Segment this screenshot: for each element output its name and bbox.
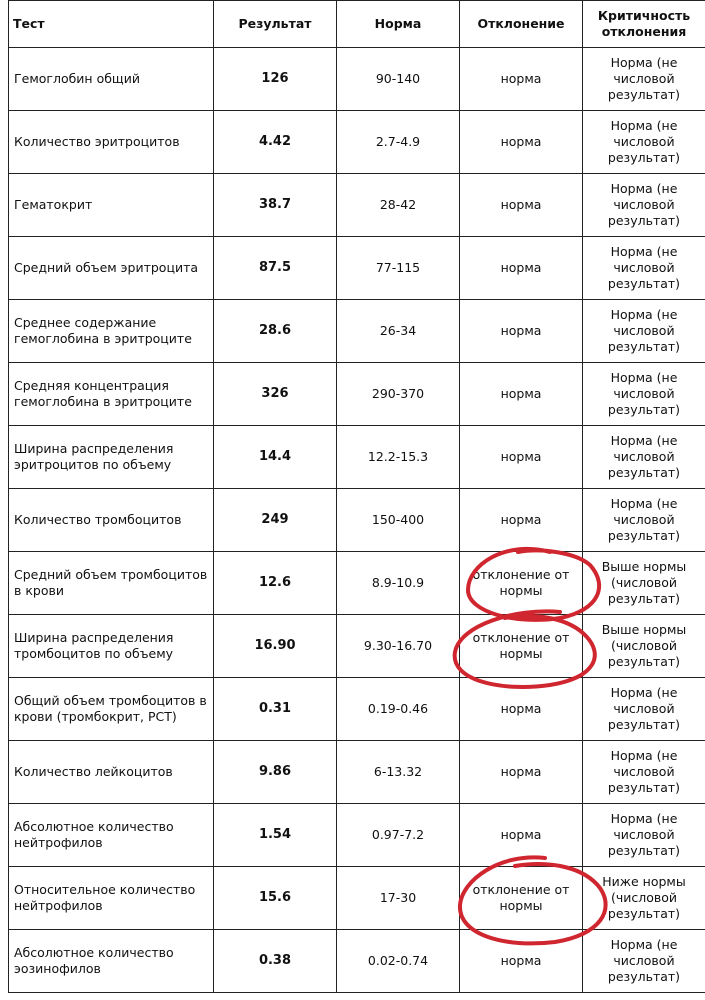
cell-norm: 90-140 bbox=[337, 48, 460, 111]
cell-result: 0.38 bbox=[214, 930, 337, 993]
table-row bbox=[9, 615, 705, 678]
cell-deviation: отклонение от нормы bbox=[460, 867, 583, 930]
header-row bbox=[9, 1, 705, 48]
cell-result: 15.6 bbox=[214, 867, 337, 930]
cell-result: 12.6 bbox=[214, 552, 337, 615]
cell-norm: 26-34 bbox=[337, 300, 460, 363]
cell-deviation: норма bbox=[460, 489, 583, 552]
table-row bbox=[9, 48, 705, 111]
cell-deviation: отклонение от нормы bbox=[460, 552, 583, 615]
cell-criticality: Норма (не числовой результат) bbox=[583, 804, 705, 867]
table-body bbox=[9, 48, 705, 993]
cell-result: 87.5 bbox=[214, 237, 337, 300]
cell-deviation: норма bbox=[460, 804, 583, 867]
cell-result: 326 bbox=[214, 363, 337, 426]
cell-criticality: Выше нормы (числовой результат) bbox=[583, 552, 705, 615]
cell-criticality: Норма (не числовой результат) bbox=[583, 426, 705, 489]
table-row bbox=[9, 300, 705, 363]
cell-deviation: норма bbox=[460, 426, 583, 489]
cell-criticality: Норма (не числовой результат) bbox=[583, 48, 705, 111]
table-row bbox=[9, 804, 705, 867]
cell-result: 28.6 bbox=[214, 300, 337, 363]
table-header bbox=[9, 1, 705, 48]
header-deviation: Отклонение bbox=[460, 1, 583, 48]
cell-test: Ширина распределения тромбоцитов по объему bbox=[9, 615, 214, 678]
header-norm: Норма bbox=[337, 1, 460, 48]
cell-test: Относительное количество нейтрофилов bbox=[9, 867, 214, 930]
cell-deviation: норма bbox=[460, 111, 583, 174]
table-row bbox=[9, 930, 705, 993]
cell-deviation: норма bbox=[460, 174, 583, 237]
table-row bbox=[9, 678, 705, 741]
cell-norm: 290-370 bbox=[337, 363, 460, 426]
cell-criticality: Норма (не числовой результат) bbox=[583, 111, 705, 174]
cell-test: Средняя концентрация гемоглобина в эритроците bbox=[9, 363, 214, 426]
table-row bbox=[9, 111, 705, 174]
cell-norm: 28-42 bbox=[337, 174, 460, 237]
cell-result: 1.54 bbox=[214, 804, 337, 867]
cell-test: Средний объем тромбоцитов в крови bbox=[9, 552, 214, 615]
cell-test: Абсолютное количество эозинофилов bbox=[9, 930, 214, 993]
table-row bbox=[9, 426, 705, 489]
cell-norm: 0.97-7.2 bbox=[337, 804, 460, 867]
cell-test: Общий объем тромбоцитов в крови (тромбокрит, PCT) bbox=[9, 678, 214, 741]
cell-result: 14.4 bbox=[214, 426, 337, 489]
cell-test: Гематокрит bbox=[9, 174, 214, 237]
cell-criticality: Ниже нормы (числовой результат) bbox=[583, 867, 705, 930]
table-row bbox=[9, 867, 705, 930]
cell-deviation: норма bbox=[460, 363, 583, 426]
cell-result: 16.90 bbox=[214, 615, 337, 678]
cell-result: 4.42 bbox=[214, 111, 337, 174]
cell-deviation: норма bbox=[460, 300, 583, 363]
cell-criticality: Норма (не числовой результат) bbox=[583, 237, 705, 300]
cell-norm: 2.7-4.9 bbox=[337, 111, 460, 174]
cell-result: 126 bbox=[214, 48, 337, 111]
header-result: Результат bbox=[214, 1, 337, 48]
cell-norm: 8.9-10.9 bbox=[337, 552, 460, 615]
cell-norm: 17-30 bbox=[337, 867, 460, 930]
cell-deviation: норма bbox=[460, 237, 583, 300]
cell-norm: 150-400 bbox=[337, 489, 460, 552]
cell-criticality: Норма (не числовой результат) bbox=[583, 300, 705, 363]
cell-criticality: Выше нормы (числовой результат) bbox=[583, 615, 705, 678]
cell-deviation: норма bbox=[460, 48, 583, 111]
cell-test: Количество эритроцитов bbox=[9, 111, 214, 174]
header-criticality: Критичность отклонения bbox=[583, 1, 705, 48]
cell-criticality: Норма (не числовой результат) bbox=[583, 678, 705, 741]
cell-deviation: норма bbox=[460, 678, 583, 741]
cell-test: Гемоглобин общий bbox=[9, 48, 214, 111]
cell-criticality: Норма (не числовой результат) bbox=[583, 930, 705, 993]
cell-norm: 12.2-15.3 bbox=[337, 426, 460, 489]
cell-criticality: Норма (не числовой результат) bbox=[583, 741, 705, 804]
table-row bbox=[9, 552, 705, 615]
cell-test: Количество лейкоцитов bbox=[9, 741, 214, 804]
table-row bbox=[9, 741, 705, 804]
cell-result: 249 bbox=[214, 489, 337, 552]
table-row bbox=[9, 174, 705, 237]
cell-result: 0.31 bbox=[214, 678, 337, 741]
table-row bbox=[9, 363, 705, 426]
cell-test: Количество тромбоцитов bbox=[9, 489, 214, 552]
cell-test: Ширина распределения эритроцитов по объему bbox=[9, 426, 214, 489]
header-test: Тест bbox=[9, 1, 214, 48]
cell-test: Абсолютное количество нейтрофилов bbox=[9, 804, 214, 867]
cell-norm: 9.30-16.70 bbox=[337, 615, 460, 678]
cell-norm: 0.02-0.74 bbox=[337, 930, 460, 993]
cell-norm: 6-13.32 bbox=[337, 741, 460, 804]
cell-deviation: норма bbox=[460, 930, 583, 993]
cell-deviation: отклонение от нормы bbox=[460, 615, 583, 678]
cell-test: Среднее содержание гемоглобина в эритроците bbox=[9, 300, 214, 363]
cell-result: 9.86 bbox=[214, 741, 337, 804]
cell-criticality: Норма (не числовой результат) bbox=[583, 363, 705, 426]
table-row bbox=[9, 237, 705, 300]
cell-result: 38.7 bbox=[214, 174, 337, 237]
cell-norm: 77-115 bbox=[337, 237, 460, 300]
cell-criticality: Норма (не числовой результат) bbox=[583, 174, 705, 237]
table-row bbox=[9, 489, 705, 552]
cell-norm: 0.19-0.46 bbox=[337, 678, 460, 741]
cell-test: Средний объем эритроцита bbox=[9, 237, 214, 300]
cell-deviation: норма bbox=[460, 741, 583, 804]
lab-results-table bbox=[8, 0, 705, 993]
cell-criticality: Норма (не числовой результат) bbox=[583, 489, 705, 552]
